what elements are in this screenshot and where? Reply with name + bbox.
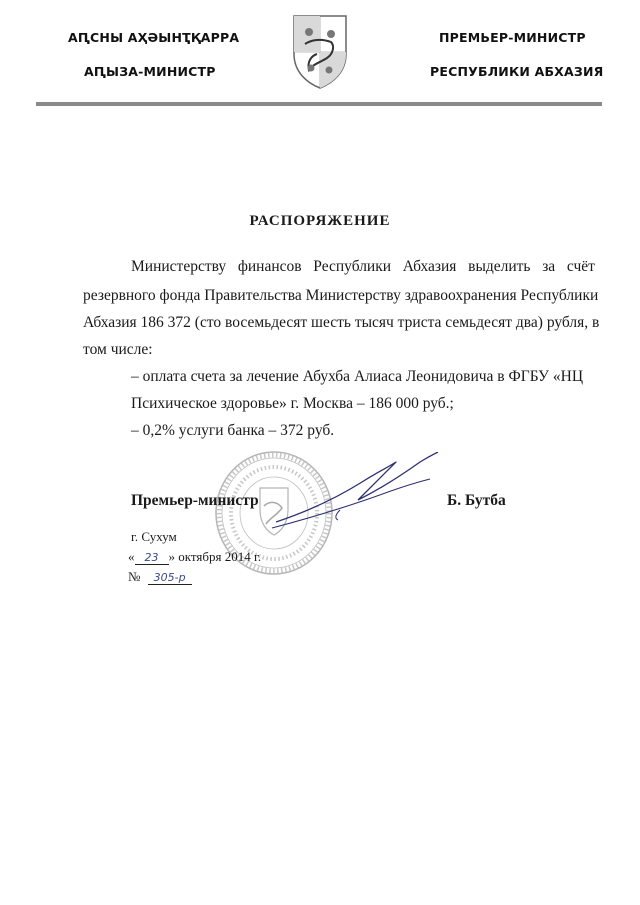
body-line-4: том числе:: [83, 341, 153, 358]
header-right-line2: РЕСПУБЛИКИ АБХАЗИЯ: [430, 64, 604, 79]
document-title: РАСПОРЯЖЕНИЕ: [249, 213, 391, 229]
number-label: №: [128, 569, 141, 584]
date-suffix: » октября 2014 г.: [168, 549, 262, 564]
abkhazia-coat-of-arms-icon: [291, 14, 349, 90]
signature-position: Премьер-министр: [131, 492, 259, 509]
body-line-3: Абхазия 186 372 (сто восемьдесят шесть тысяч триста семьдесят два) рубля, в: [83, 314, 600, 331]
body-word: за: [542, 258, 556, 275]
list-item-1-line-1: – оплата счета за лечение Абухба Алиаса Леонидовича в ФГБУ «НЦ: [131, 368, 584, 385]
body-line-1: [131, 257, 595, 277]
number-value: 305-р: [148, 571, 192, 585]
body-word: финансов: [237, 258, 302, 275]
city-line: г. Сухум: [131, 529, 177, 544]
number-line: [128, 569, 192, 585]
handwritten-signature: [270, 452, 440, 532]
body-line-2: резервного фонда Правительства Министерству здравоохранения Республики: [83, 287, 599, 304]
body-word: выделить: [468, 258, 531, 275]
date-day: 23: [135, 551, 169, 565]
header-left-line2: АԤЫЗА-МИНИСТР: [84, 64, 216, 79]
list-item-2: – 0,2% услуги банка – 372 руб.: [131, 422, 335, 439]
body-word: счёт: [566, 258, 595, 275]
header-left-line1: АԤСНЫ АҲӘЫНҬҚАРРА: [68, 30, 240, 45]
body-word: Абхазия: [402, 258, 457, 275]
body-word: Республики: [313, 258, 392, 275]
body-word: Министерству: [131, 258, 227, 275]
list-item-1-line-2: Психическое здоровье» г. Москва – 186 000 руб.;: [131, 395, 454, 412]
signatory-name: Б. Бутба: [447, 492, 506, 509]
header-divider: [36, 102, 602, 106]
date-prefix: «: [128, 549, 135, 564]
date-line: [128, 549, 261, 565]
header-right-line1: ПРЕМЬЕР-МИНИСТР: [439, 30, 586, 45]
